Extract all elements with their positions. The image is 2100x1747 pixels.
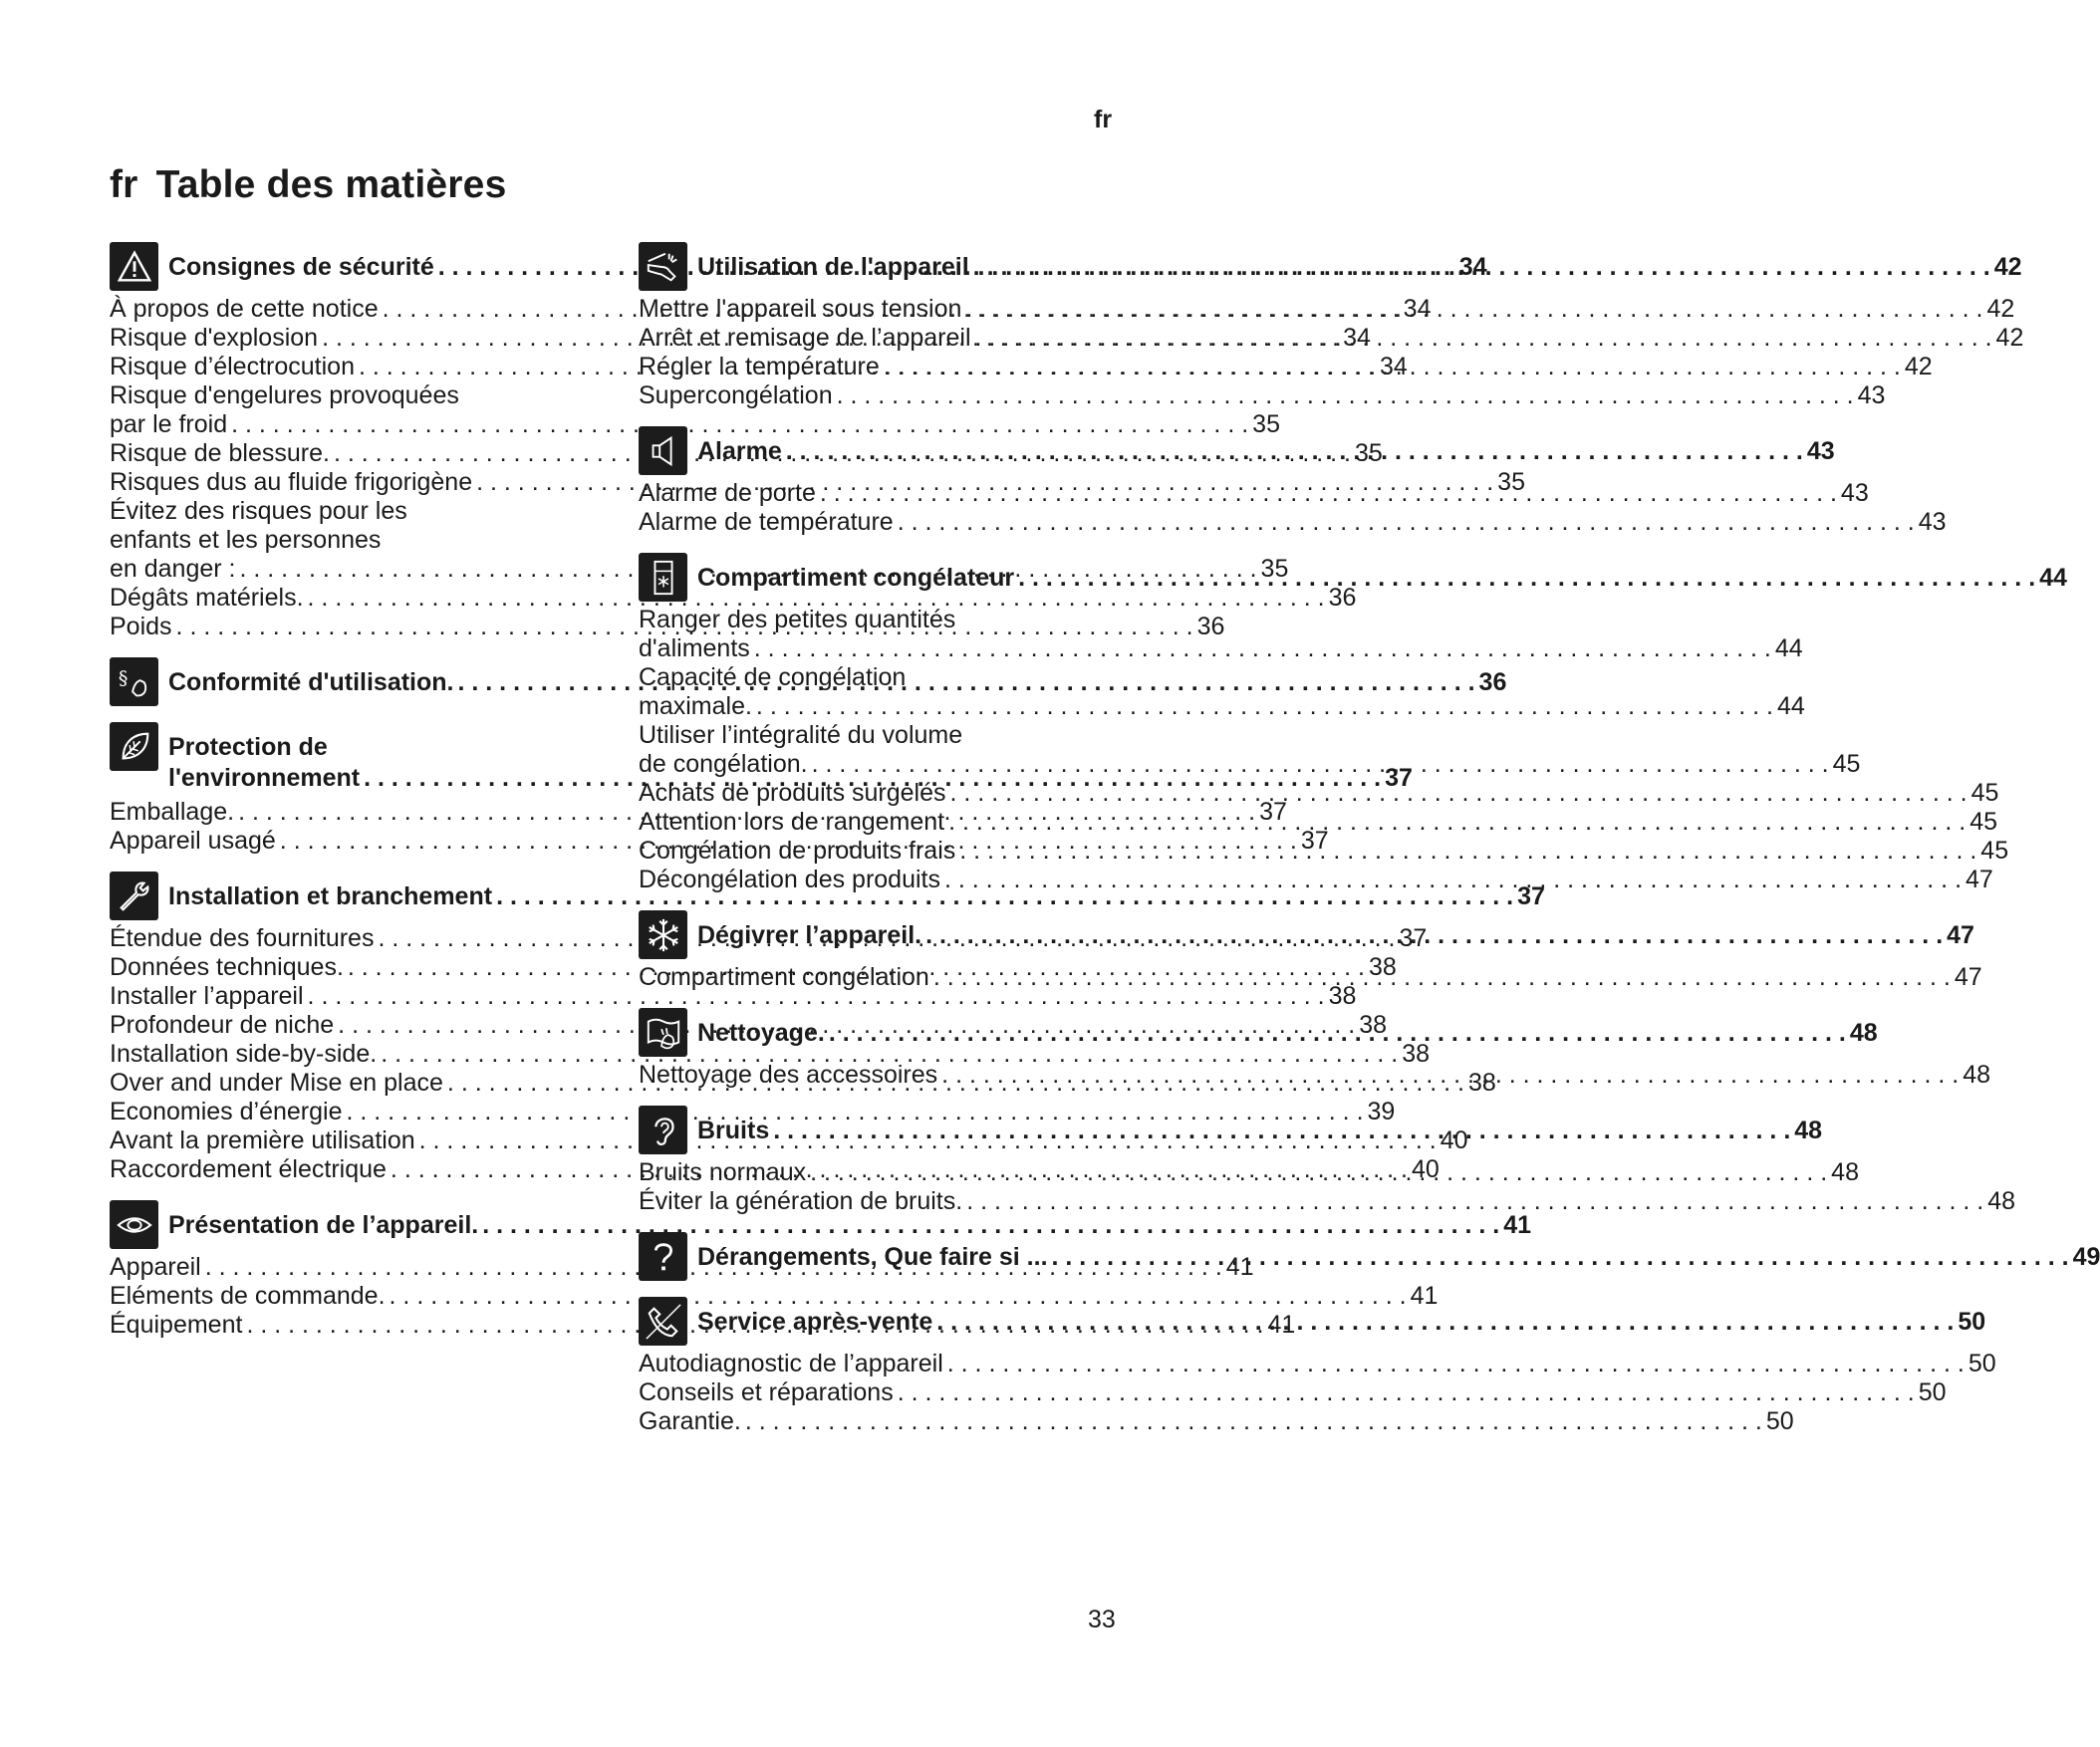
svg-text:§: §	[118, 666, 128, 689]
entry-page: 41	[1267, 1311, 1296, 1339]
entry-page: 38	[1359, 1011, 1388, 1039]
section-page: 48	[1794, 1117, 1823, 1144]
hand-press-icon	[639, 242, 687, 291]
section-page: 50	[1958, 1308, 1986, 1336]
toc-entry[interactable]	[110, 1098, 1396, 1126]
entry-page: 36	[1328, 584, 1357, 612]
entry-page: 47	[1966, 866, 1993, 893]
entry-page: 44	[1776, 692, 1805, 720]
entry-text: Capacité de congélation	[639, 663, 907, 691]
entry-page: 36	[1196, 613, 1225, 640]
toc-entry[interactable]	[639, 1378, 1947, 1407]
section-page: 47	[1947, 921, 1974, 949]
entry-page: 41	[1225, 1253, 1254, 1281]
entry-page: 38	[1402, 1040, 1431, 1068]
entry-text: en danger :	[110, 555, 236, 583]
section-page: 37	[1517, 882, 1545, 910]
warning-icon	[110, 242, 158, 291]
entry-text: Ranger des petites quantités	[639, 606, 956, 633]
entry-page: 43	[1857, 381, 1886, 409]
section-title-line: l'environnement	[168, 764, 361, 792]
page-number: 33	[1088, 1606, 1116, 1633]
section-title: Conformité d'utilisation.	[168, 668, 454, 696]
entry-text: enfants et les personnes	[110, 526, 382, 554]
entry-text: Données techniques.	[110, 953, 344, 981]
toc-entry[interactable]	[110, 1040, 1431, 1069]
toc-entry[interactable]	[639, 779, 1999, 808]
entry-page: 34	[1343, 324, 1371, 352]
entry-text: Attention lors de rangement	[639, 808, 945, 836]
entry-page: 42	[1904, 353, 1933, 380]
section-title: Dégivrer l’appareil.	[697, 921, 922, 949]
entry-page: 38	[1328, 982, 1357, 1010]
section-page: 36	[1478, 668, 1507, 696]
entry-text: de congélation.	[639, 750, 808, 778]
section-title: Nettoyage.	[697, 1019, 825, 1047]
entry-text: Arrêt et remisage de l’appareil	[639, 324, 971, 352]
entry-page: 41	[1410, 1282, 1439, 1310]
section-title: Dérangements, Que faire si ...	[697, 1243, 1048, 1271]
entry-page: 35	[1260, 555, 1289, 583]
section-title: Compartiment congélateur	[697, 564, 1015, 592]
entry-text: Conseils et réparations	[639, 1378, 894, 1406]
entry-text: Eléments de commande.	[110, 1282, 386, 1310]
entry-text: Economies d’énergie	[110, 1098, 343, 1125]
entry-page: 42	[1995, 324, 2024, 352]
section-title-line: Protection de	[168, 733, 328, 761]
entry-page: 37	[1300, 827, 1329, 855]
entry-text: Installer l’appareil	[110, 982, 304, 1010]
entry-page: 48	[1963, 1061, 1991, 1089]
entry-page: 45	[1832, 750, 1861, 778]
freezer-icon	[639, 553, 687, 602]
section-title: Consignes de sécurité	[168, 253, 434, 281]
entry-text: Emballage.	[110, 798, 235, 826]
entry-text: Autodiagnostic de l’appareil	[639, 1350, 943, 1377]
entry-page: 40	[1440, 1126, 1468, 1154]
entry-page: 37	[1399, 924, 1428, 952]
entry-text: Dégâts matériels.	[110, 584, 304, 612]
entry-text: Décongélation des produits	[639, 866, 940, 893]
entry-text: Congélation de produits frais	[639, 837, 956, 865]
entry-text: Alarme de porte	[639, 479, 816, 507]
question-icon	[639, 1232, 687, 1281]
entry-text: Bruits normaux	[639, 1158, 807, 1186]
entry-text: Risque d'engelures provoquées	[110, 381, 459, 409]
title-language: fr	[110, 163, 138, 206]
section-title: Présentation de l’appareil.	[168, 1211, 479, 1239]
entry-page: 44	[1774, 634, 1803, 662]
entry-text: Risques dus au fluide frigorigène	[110, 468, 473, 496]
phone-icon	[639, 1297, 687, 1346]
entry-page: 35	[1497, 468, 1525, 496]
language-tag: fr	[1094, 106, 1113, 133]
entry-text: Achats de produits surgelés	[639, 779, 946, 807]
entry-page: 40	[1411, 1155, 1440, 1183]
toc-entry[interactable]	[110, 584, 1357, 613]
entry-page: 42	[1986, 295, 2015, 323]
paragraph-hand-icon	[110, 657, 158, 706]
entry-page: 38	[1368, 953, 1397, 981]
entry-text: Nettoyage des accessoires	[639, 1061, 938, 1089]
entry-text: maximale.	[639, 692, 752, 720]
entry-text: Risque d'explosion	[110, 324, 319, 352]
entry-text: Appareil usagé	[110, 827, 276, 855]
entry-page: 50	[1765, 1407, 1794, 1435]
toc-entry[interactable]	[639, 866, 1993, 894]
wrench-icon	[110, 872, 158, 920]
section-page: 49	[2072, 1243, 2100, 1271]
entry-page: 45	[1969, 808, 1997, 836]
entry-text: Évitez des risques pour les	[110, 497, 407, 525]
section-page: 34	[1458, 253, 1487, 281]
entry-text: Compartiment congélation	[639, 963, 929, 991]
section-title: Bruits	[697, 1117, 770, 1144]
ear-icon	[639, 1106, 687, 1154]
leaf-icon	[110, 722, 158, 771]
entry-page: 48	[1831, 1158, 1859, 1186]
entry-page: 48	[1987, 1187, 2016, 1215]
entry-page: 39	[1367, 1098, 1396, 1125]
entry-page: 38	[1467, 1069, 1496, 1097]
entry-text: Régler la température	[639, 353, 880, 380]
section-title: Alarme	[697, 437, 782, 465]
entry-text: Alarme de température	[639, 508, 894, 536]
entry-text: Risque de blessure.	[110, 439, 330, 467]
entry-text: Risque d’électrocution	[110, 353, 355, 380]
entry-page: 34	[1403, 295, 1432, 323]
section-page: 48	[1849, 1019, 1878, 1047]
entry-text: Mettre l'appareil sous tension	[639, 295, 962, 323]
entry-page: 35	[1252, 410, 1280, 438]
entry-page: 34	[1380, 353, 1408, 380]
entry-text: Étendue des fournitures	[110, 924, 375, 952]
entry-text: Avant la première utilisation	[110, 1126, 415, 1154]
entry-text: Éviter la génération de bruits.	[639, 1187, 963, 1215]
page-title	[110, 163, 506, 207]
entry-text: Appareil	[110, 1253, 201, 1281]
entry-text: Poids	[110, 613, 172, 640]
entry-text: Installation side-by-side.	[110, 1040, 378, 1068]
section-title: Utilisation de l'appareil	[697, 253, 969, 281]
entry-text: par le froid	[110, 410, 228, 438]
section-title: Service après-vente	[697, 1308, 933, 1336]
speaker-icon	[639, 426, 687, 475]
eye-icon	[110, 1200, 158, 1249]
section-page: 37	[1385, 764, 1413, 792]
entry-page: 37	[1259, 798, 1287, 826]
entry-text: Raccordement électrique	[110, 1155, 387, 1183]
section-page: 42	[1993, 253, 2022, 281]
entry-text: Garantie.	[639, 1407, 741, 1435]
entry-page: 43	[1840, 479, 1869, 507]
section-title: Installation et branchement	[168, 882, 493, 910]
section-page: 43	[1806, 437, 1835, 465]
toc-entry[interactable]	[639, 381, 1886, 410]
entry-text: À propos de cette notice	[110, 295, 379, 323]
cleaning-hand-icon	[639, 1008, 687, 1057]
toc-entry[interactable]	[110, 1282, 1439, 1311]
entry-page: 47	[1954, 963, 1982, 991]
entry-page: 35	[1355, 439, 1383, 467]
entry-text: d'aliments	[639, 634, 750, 662]
entry-page: 50	[1968, 1350, 1996, 1377]
section-page: 44	[2039, 564, 2067, 592]
snowflake-icon	[639, 910, 687, 959]
title-text: Table des matières	[155, 163, 507, 206]
entry-text: Utiliser l’intégralité du volume	[639, 721, 963, 749]
toc-entry[interactable]	[639, 508, 1947, 537]
toc-entry[interactable]	[110, 982, 1357, 1011]
toc-entry[interactable]	[639, 1350, 1996, 1378]
toc-entry[interactable]	[639, 1187, 2016, 1216]
entry-page: 50	[1918, 1378, 1947, 1406]
section-page: 41	[1503, 1211, 1532, 1239]
entry-page: 45	[1970, 779, 1999, 807]
toc-entry[interactable]	[639, 1407, 1794, 1436]
entry-page: 45	[1980, 837, 2009, 865]
entry-text: Équipement	[110, 1311, 243, 1339]
entry-page: 43	[1918, 508, 1947, 536]
entry-text: Profondeur de niche	[110, 1011, 335, 1039]
entry-text: Supercongélation	[639, 381, 833, 409]
entry-text: Over and under Mise en place	[110, 1069, 443, 1097]
